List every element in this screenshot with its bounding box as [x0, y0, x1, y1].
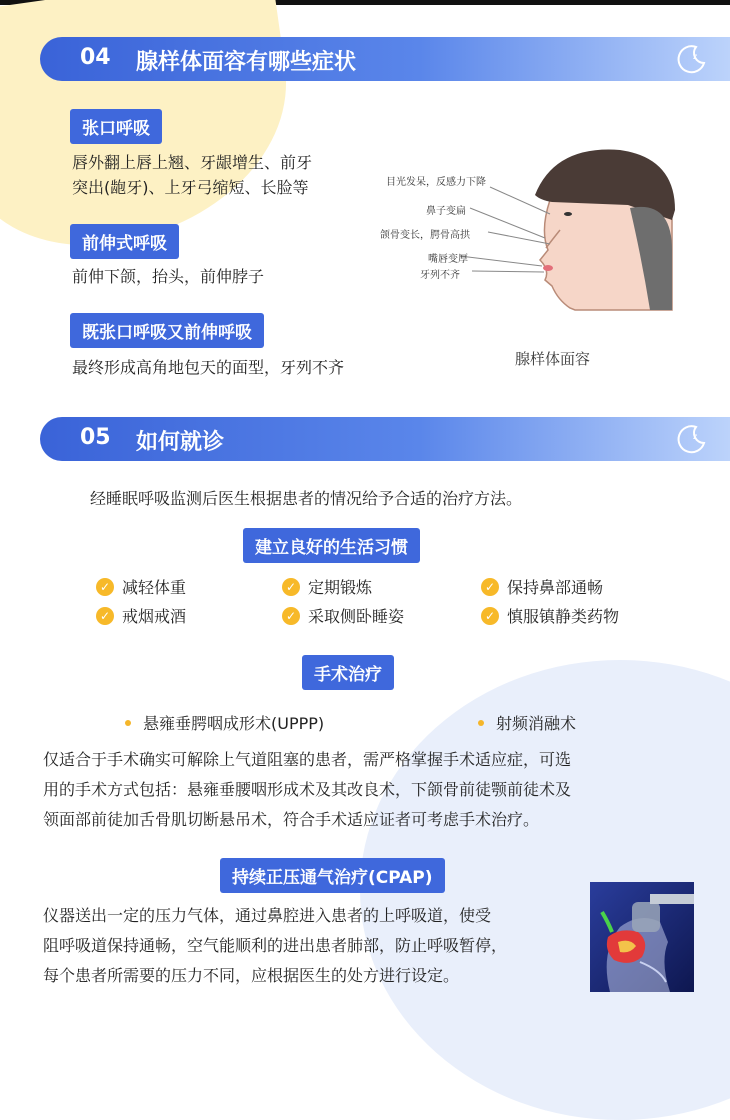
habit-item: ✓ 戒烟戒酒: [96, 604, 186, 627]
moon-sleep-icon: [676, 43, 708, 75]
tag-forward-breathing: 前伸式呼吸: [70, 224, 179, 259]
moon-sleep-icon: [676, 423, 708, 455]
section-header-04: [40, 37, 730, 81]
face-label-teeth: 牙列不齐: [420, 270, 460, 281]
habit-item: ✓ 慎服镇静类药物: [481, 604, 619, 627]
check-circle-icon: ✓: [282, 578, 300, 596]
svg-text:z: z: [693, 432, 698, 441]
tag-both-breathing: 既张口呼吸又前伸呼吸: [70, 313, 264, 348]
svg-text:z: z: [693, 52, 698, 61]
surgery-option: 悬雍垂腭咽成形术(UPPP): [125, 711, 324, 734]
bullet-dot: [125, 720, 131, 726]
section-header-05: [40, 417, 730, 461]
habit-item: ✓ 减轻体重: [96, 575, 186, 598]
check-circle-icon: ✓: [282, 607, 300, 625]
section-number: 04: [80, 45, 111, 70]
symptom-text: 唇外翻上唇上翘、牙龈增生、前牙: [72, 153, 313, 172]
symptom-text: 前伸下颌，抬头，前伸脖子: [72, 267, 265, 286]
intro-text: 经睡眠呼吸监测后医生根据患者的情况给予合适的治疗方法。: [90, 489, 523, 508]
symptom-text: 最终形成高角地包天的面型，牙列不齐: [72, 358, 345, 377]
face-label-lips: 嘴唇变厚: [428, 254, 468, 265]
section-title: 如何就诊: [136, 430, 225, 455]
symptom-text: 突出(龅牙)、上牙弓缩短、长脸等: [72, 178, 309, 197]
habit-item: ✓ 采取侧卧睡姿: [282, 604, 404, 627]
section-title: 腺样体面容有哪些症状: [136, 50, 357, 75]
face-label-nose: 鼻子变扁: [426, 206, 466, 217]
tag-surgery: 手术治疗: [302, 655, 394, 690]
check-circle-icon: ✓: [481, 607, 499, 625]
face-label-jaw: 颌骨变长，腭骨高拱: [380, 230, 470, 241]
check-circle-icon: ✓: [481, 578, 499, 596]
surgery-option: 射频消融术: [478, 711, 576, 734]
cpap-description: 仪器送出一定的压力气体，通过鼻腔进入患者的上呼吸道，使受 阻呼吸道保持通畅，空气能顺利的进出患者肺部，防止呼吸暂停， 每个患者所需要的压力不同，应根据医生的处方进行设定。: [43, 906, 508, 985]
check-circle-icon: ✓: [96, 607, 114, 625]
face-label-eyes: 目光发呆，反感力下降: [386, 177, 486, 188]
cpap-illustration: [590, 882, 694, 992]
habit-item: ✓ 保持鼻部通畅: [481, 575, 603, 598]
tag-mouth-breathing: 张口呼吸: [70, 109, 162, 144]
section-number: 05: [80, 425, 111, 450]
check-circle-icon: ✓: [96, 578, 114, 596]
figure-caption: 腺样体面容: [515, 350, 591, 368]
adenoid-face-figure: [380, 140, 690, 340]
habit-item: ✓ 定期锻炼: [282, 575, 372, 598]
bullet-dot: [478, 720, 484, 726]
tag-habits: 建立良好的生活习惯: [243, 528, 420, 563]
tag-cpap: 持续正压通气治疗(CPAP): [220, 858, 445, 893]
surgery-description: 仅适合于手术确实可解除上气道阻塞的患者，需严格掌握手术适应症，可选 用的手术方式包括：悬雍垂腰咽形成术及其改良术，下颌骨前徒颚前徒术及 领面部前徒加舌骨肌切断悬吊术，符合手术适应证者可考虑手术治疗。: [43, 750, 572, 829]
